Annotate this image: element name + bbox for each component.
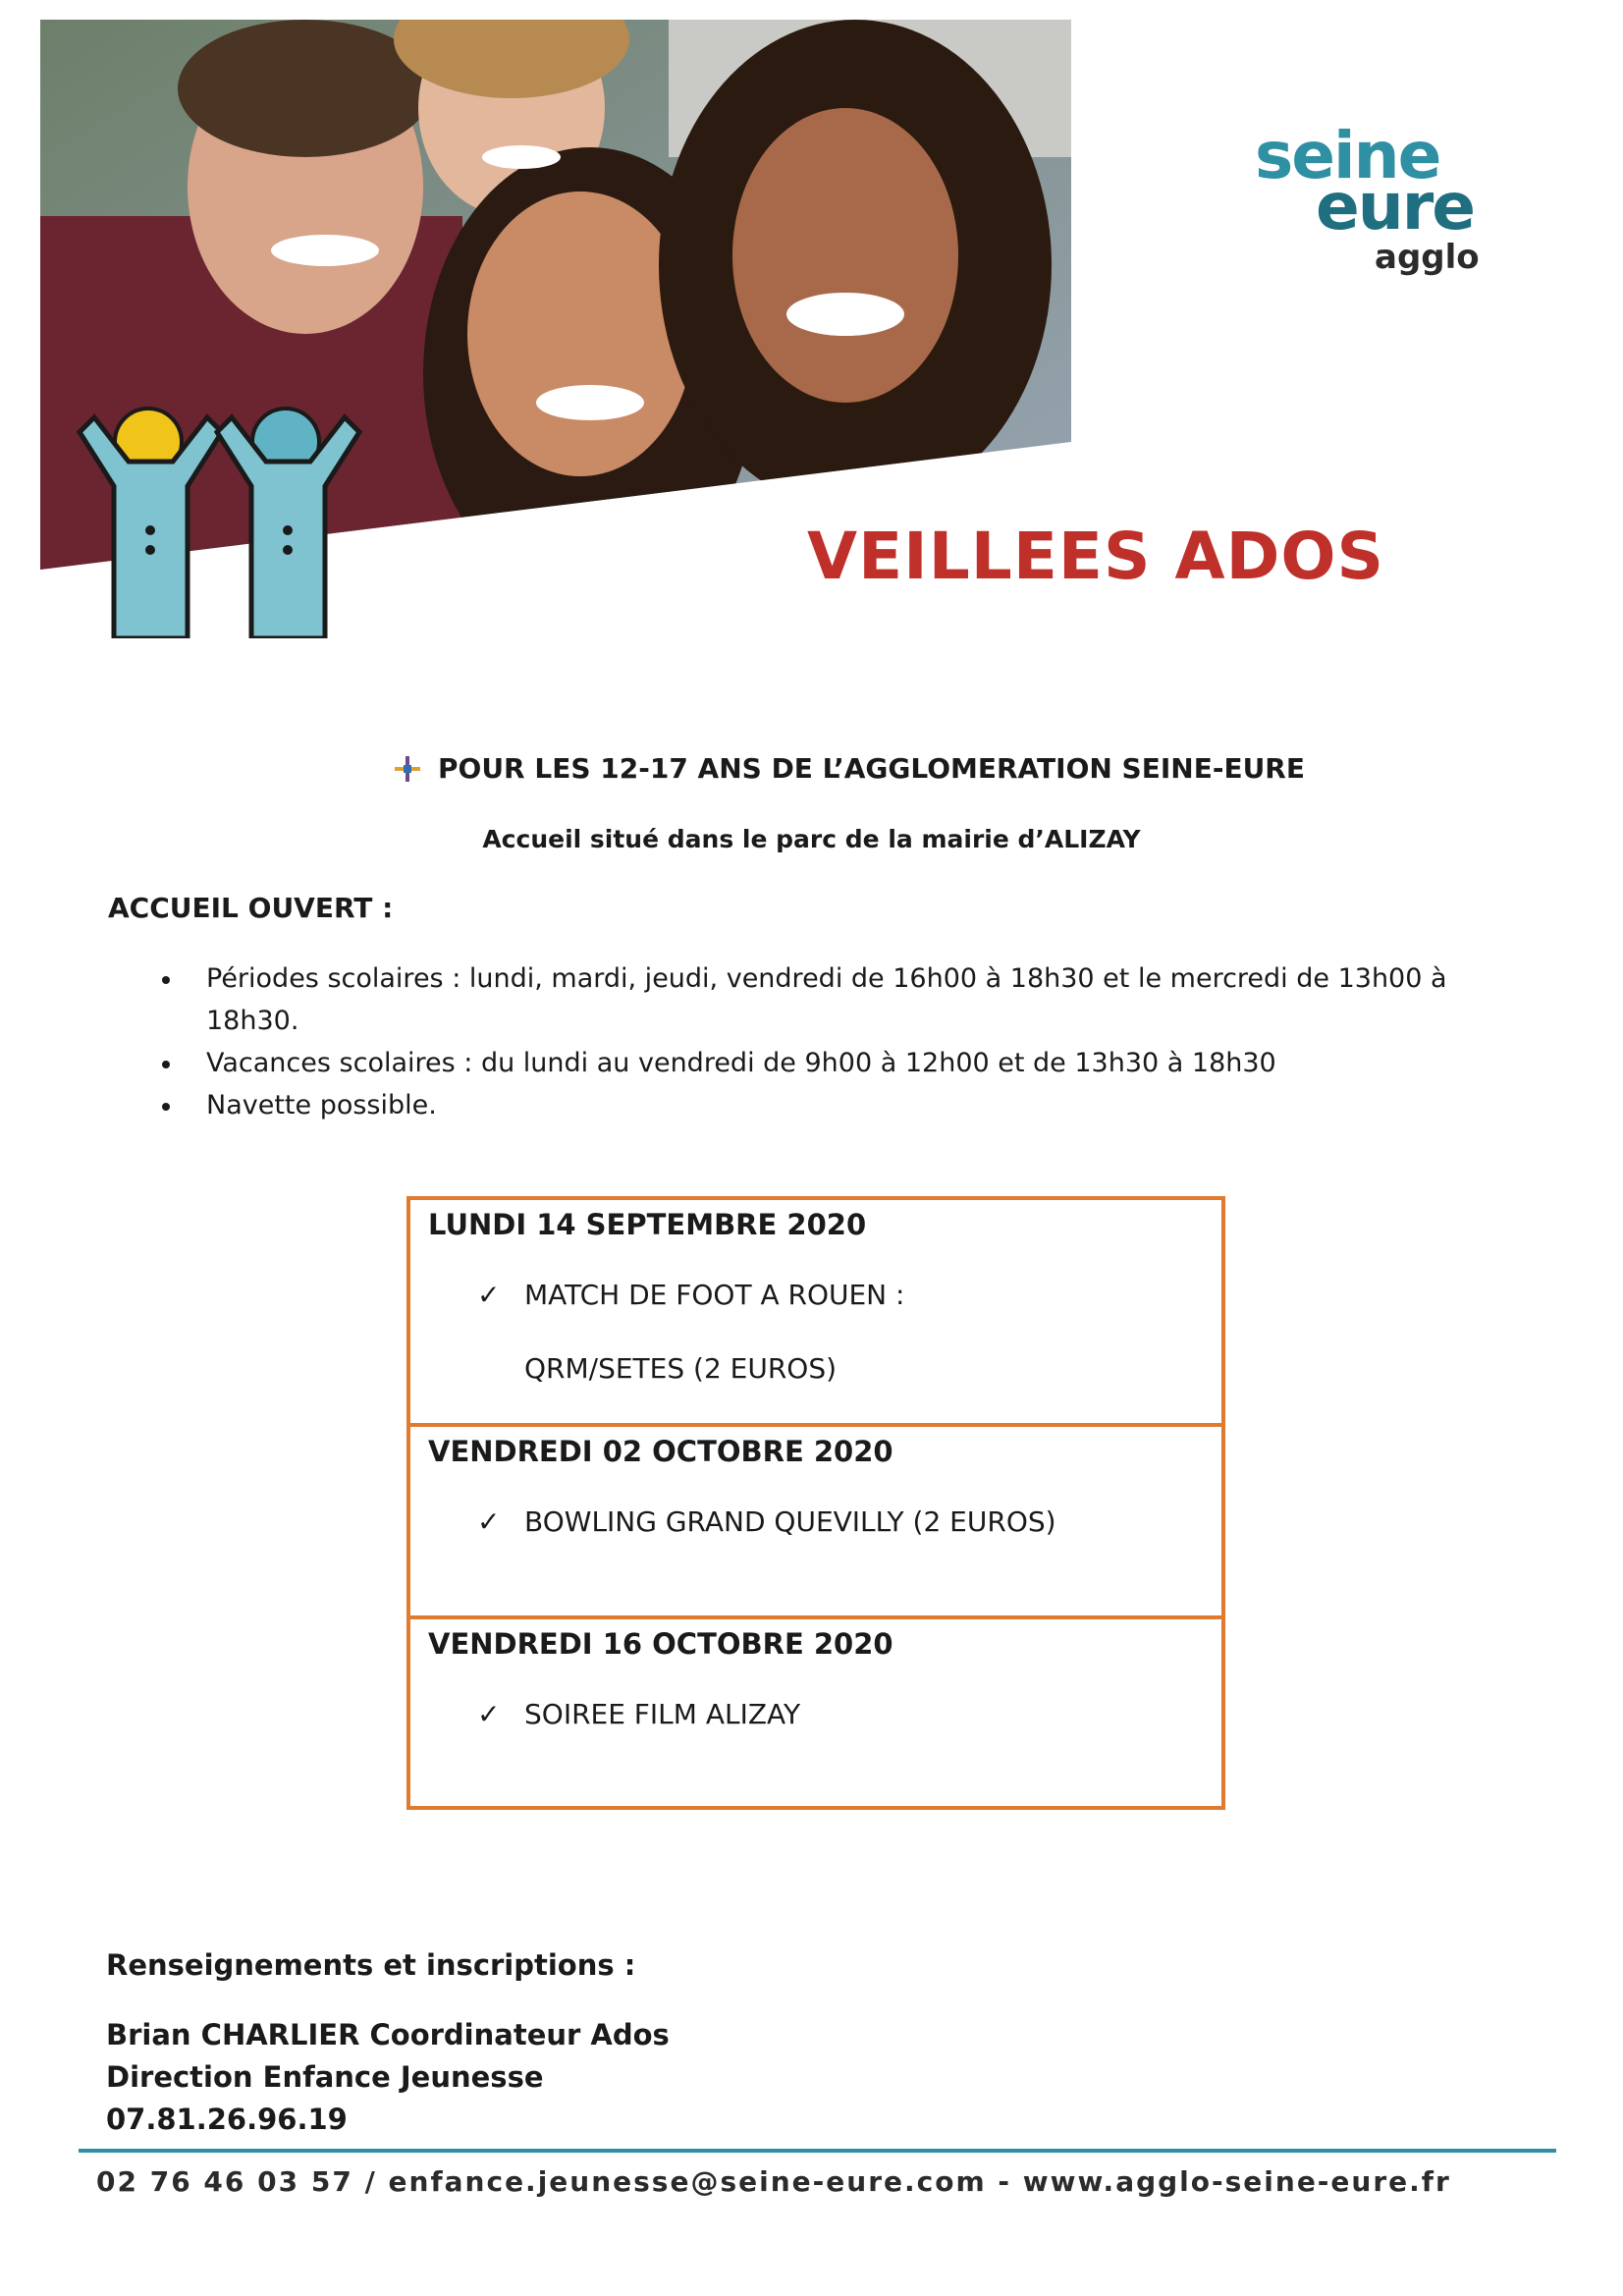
footer-contact: 02 76 46 03 57 / enfance.jeunesse@seine-eure.com - www.agglo-seine-eure.fr (96, 2165, 1451, 2198)
event-detail: QRM/SETES (2 EUROS) (524, 1352, 838, 1385)
contact-phone: 07.81.26.96.19 (106, 2103, 348, 2136)
events-box (406, 1196, 1225, 1810)
audience-line (395, 752, 1305, 785)
brand-word-eure: eure (1316, 169, 1475, 245)
list-item: Périodes scolaires : lundi, mardi, jeudi, vendredi de 16h00 à 18h30 et le mercredi de 13h00 à 18h30. (162, 957, 1478, 1042)
audience-text: POUR LES 12-17 ANS DE L’AGGLOMERATION SEINE-EURE (438, 752, 1305, 785)
event-block (410, 1200, 1221, 1427)
list-item: Navette possible. (162, 1084, 1478, 1126)
event-block (410, 1427, 1221, 1619)
event-item: MATCH DE FOOT A ROUEN : (524, 1279, 905, 1311)
check-icon: ✓ (477, 1698, 501, 1730)
list-item: Vacances scolaires : du lundi au vendredi de 9h00 à 12h00 et de 13h30 à 18h30 (162, 1042, 1478, 1084)
event-date: VENDREDI 16 OCTOBRE 2020 (428, 1627, 893, 1661)
event-date: LUNDI 14 SEPTEMBRE 2020 (428, 1208, 867, 1241)
location-text: Accueil situé dans le parc de la mairie d’ALIZAY (482, 825, 1141, 853)
brand-word-seine: seine (1255, 118, 1440, 193)
page-title: VEILLEES ADOS (807, 519, 1385, 594)
check-icon: ✓ (477, 1505, 501, 1538)
event-item: BOWLING GRAND QUEVILLY (2 EUROS) (524, 1505, 1056, 1538)
event-block (410, 1619, 1221, 1806)
contact-name: Brian CHARLIER Coordinateur Ados (106, 2018, 670, 2051)
contact-heading: Renseignements et inscriptions : (106, 1948, 636, 1982)
schedule-list (162, 957, 1478, 1126)
event-date: VENDREDI 02 OCTOBRE 2020 (428, 1435, 893, 1468)
footer-divider (79, 2149, 1556, 2153)
pin-icon (395, 756, 420, 782)
brand-logo (1247, 118, 1502, 295)
event-item: SOIREE FILM ALIZAY (524, 1698, 801, 1730)
open-heading: ACCUEIL OUVERT : (108, 892, 394, 924)
brand-word-agglo: agglo (1375, 238, 1480, 277)
contact-department: Direction Enfance Jeunesse (106, 2060, 544, 2094)
check-icon: ✓ (477, 1279, 501, 1311)
